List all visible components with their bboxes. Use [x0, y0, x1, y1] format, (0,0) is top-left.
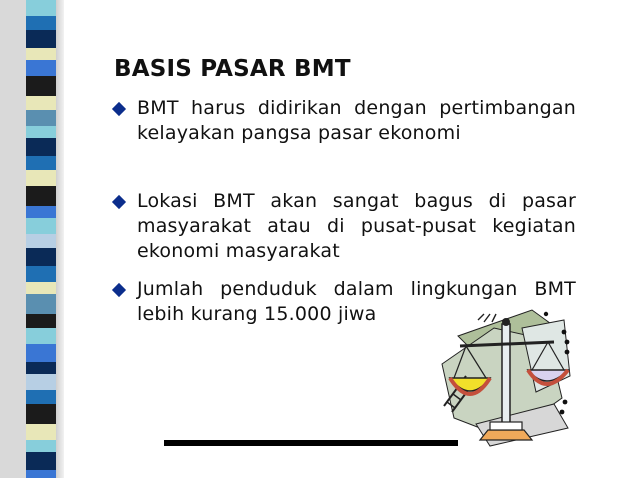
strip-color-block [26, 60, 56, 76]
strip-color-block [26, 294, 56, 314]
strip-color-block [26, 234, 56, 248]
strip-color-block [26, 424, 56, 440]
strip-color-block [26, 30, 56, 48]
strip-shadow [56, 0, 64, 478]
strip-color-block [26, 314, 56, 328]
strip-color-block [26, 16, 56, 30]
decorative-side-strip [0, 0, 64, 478]
strip-color-block [26, 344, 56, 362]
strip-color-blocks [26, 0, 56, 478]
bullet-item [114, 96, 576, 146]
strip-color-block [26, 282, 56, 294]
diamond-bullet-icon [112, 195, 126, 209]
slide-title: BASIS PASAR BMT [114, 56, 351, 82]
strip-color-block [26, 138, 56, 156]
bullet-text: Jumlah penduduk dalam lingkungan BMT lebih kurang 15.000 jiwa [137, 278, 576, 325]
strip-color-block [26, 96, 56, 110]
strip-color-block [26, 248, 56, 266]
strip-color-block [26, 126, 56, 138]
strip-color-block [26, 328, 56, 344]
strip-color-block [26, 110, 56, 126]
strip-color-block [26, 76, 56, 96]
strip-color-block [26, 206, 56, 218]
strip-color-block [26, 362, 56, 374]
bullet-text: Lokasi BMT akan sangat bagus di pasar masyarakat atau di pusat-pusat kegiatan ekonomi masyarakat [137, 190, 576, 262]
strip-color-block [26, 470, 56, 478]
strip-color-block [26, 452, 56, 470]
decorative-underline-bar [164, 440, 458, 446]
strip-color-block [26, 374, 56, 390]
diamond-bullet-icon [112, 102, 126, 116]
strip-color-block [26, 170, 56, 186]
strip-color-block [26, 440, 56, 452]
strip-color-block [26, 390, 56, 404]
bullet-text: BMT harus didirikan dengan pertimbangan kelayakan pangsa pasar ekonomi [137, 97, 576, 144]
diamond-bullet-icon [112, 283, 126, 297]
strip-color-block [26, 186, 56, 206]
bullet-item [114, 189, 576, 264]
scales-of-justice-icon [436, 306, 576, 450]
strip-color-block [26, 0, 56, 16]
strip-color-block [26, 156, 56, 170]
strip-color-block [26, 404, 56, 424]
strip-color-block [26, 218, 56, 234]
strip-color-block [26, 266, 56, 282]
strip-color-block [26, 48, 56, 60]
